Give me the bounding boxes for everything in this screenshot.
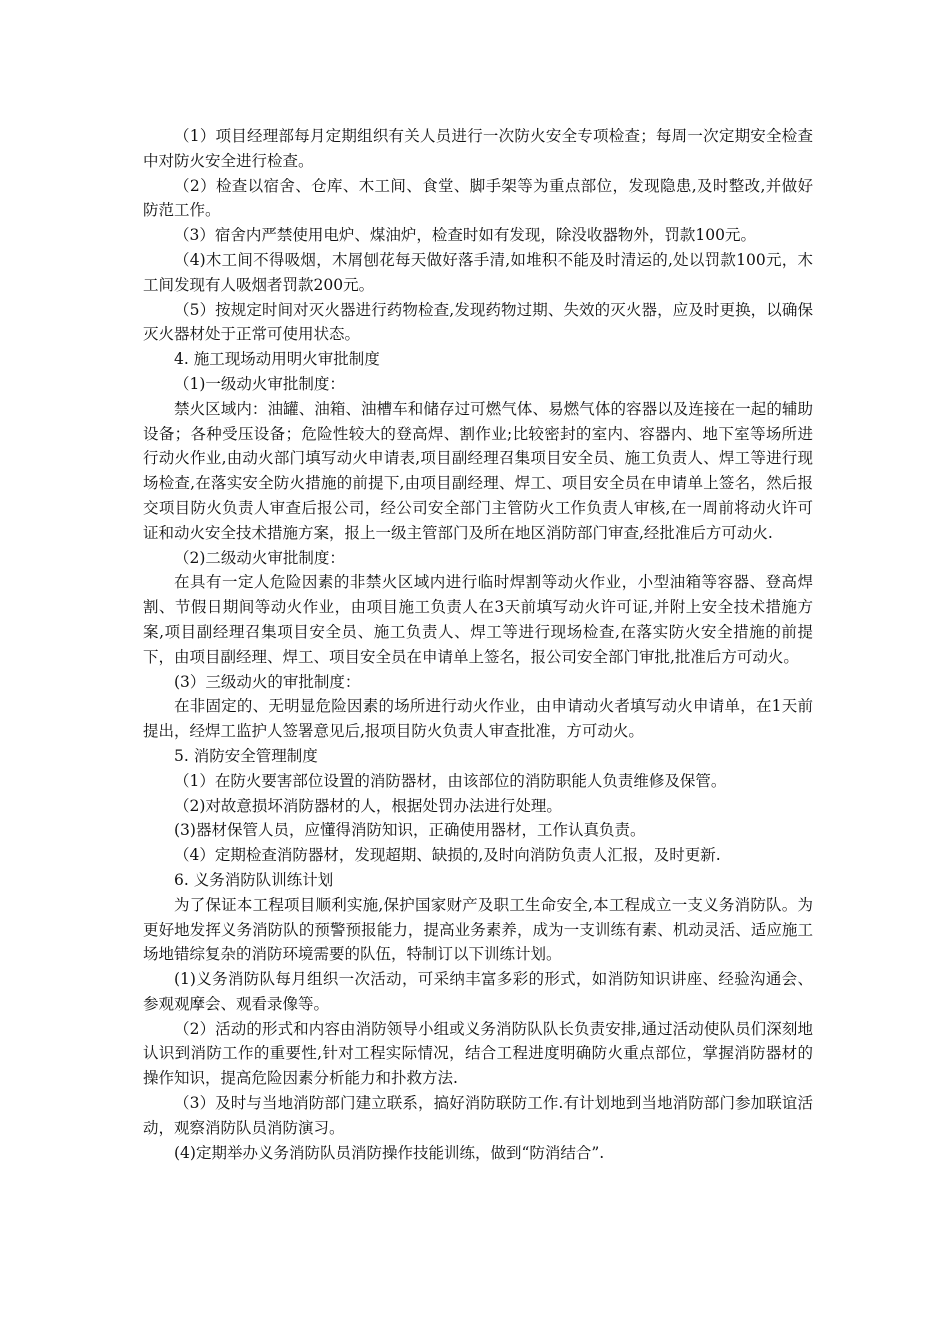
paragraph-equipment-keeper: (3)器材保管人员，应懂得消防知识，正确使用器材，工作认真负责。 <box>174 821 646 840</box>
paragraph-key-areas-check: （2）检查以宿舍、仓库、木工间、食堂、脚手架等为重点部位，发现隐患,及时整改,并做好防范工作。 <box>143 176 813 220</box>
subheading-level1-approval: （1)一级动火审批制度： <box>174 374 345 393</box>
paragraph-fire-check-monthly: （1）项目经理部每月定期组织有关人员进行一次防火安全专项检查；每周一次定期安全检查中对防火安全进行检查。 <box>143 127 813 170</box>
paragraph-periodic-inspection: （4）定期检查消防器材，发现超期、缺损的,及时向消防负责人汇报，及时更新. <box>174 846 721 865</box>
section-heading-4: 4. 施工现场动用明火审批制度 <box>174 350 380 369</box>
section-heading-6: 6. 义务消防队训练计划 <box>174 870 334 889</box>
subheading-level2-approval: （2)二级动火审批制度： <box>174 548 345 567</box>
paragraph-level3-approval: 在非固定的、无明显危险因素的场所进行动火作业，由申请动火者填写动火申请单，在1天前提出，经焊工监护人签署意见后,报项目防火负责人审查批准，方可动火。 <box>143 697 813 741</box>
paragraph-local-liaison: （3）及时与当地消防部门建立联系，搞好消防联防工作.有计划地到当地消防部门参加联谊活动，观察消防队员消防演习。 <box>143 1094 813 1137</box>
paragraph-volunteer-team-intro: 为了保证本工程项目顺利实施,保护国家财产及职工生命安全,本工程成立一支义务消防队。为更好地发挥义务消防队的预警预报能力，提高业务素养，成为一支训练有素、机动灵活、适应施工场地错综复杂的消防环境需要的队伍，特制订以下训练计划。 <box>143 895 813 964</box>
paragraph-skills-training: (4)定期举办义务消防队员消防操作技能训练，做到“防消结合”. <box>174 1143 605 1162</box>
paragraph-level2-approval: 在具有一定人危险因素的非禁火区域内进行临时焊割等动火作业，小型油箱等容器、登高焊割、节假日期间等动火作业，由项目施工负责人在3天前填写动火许可证,并附上安全技术措施方案,项目副经理召集项目安全员、施工负责人、焊工等进行现场检查,在落实防火安全措施的前提下，由项目副经理、焊工、项目安全员在申请单上签名，报公司安全部门审批,批准后方可动火。 <box>143 573 813 666</box>
paragraph-monthly-activity: (1)义务消防队每月组织一次活动，可采纳丰富多彩的形式，如消防知识讲座、经验沟通会、参观观摩会、观看录像等。 <box>143 970 813 1013</box>
document-body <box>143 124 813 1165</box>
paragraph-carpentry-smoking-ban: （4)木工间不得吸烟，木屑刨花每天做好落手清,如堆积不能及时清运的,处以罚款100元，木工间发现有人吸烟者罚款200元。 <box>143 250 813 294</box>
section-heading-5: 5. 消防安全管理制度 <box>174 746 318 765</box>
paragraph-damage-penalty: （2)对故意损坏消防器材的人，根据处罚办法进行处理。 <box>174 796 562 815</box>
paragraph-level1-approval: 禁火区域内：油罐、油箱、油槽车和储存过可燃气体、易燃气体的容器以及连接在一起的辅助设备；各种受压设备；危险性较大的登高焊、割作业;比较密封的室内、容器内、地下室等场所进行动火作业,由动火部门填写动火申请表,项目副经理召集项目安全员、施工负责人、焊工等进行现场检查,在落实安全防火措施的前提下,由项目副经理、焊工、项目安全员在申请单上签名，然后报交项目防火负责人审查后报公司，经公司安全部门主管防火工作负责人审核,在一周前将动火许可证和动火安全技术措施方案，报上一级主管部门及所在地区消防部门审查,经批准后方可动火. <box>143 399 813 542</box>
subheading-level3-approval: (3）三级动火的审批制度： <box>174 672 361 691</box>
paragraph-equipment-maintenance: （1）在防火要害部位设置的消防器材，由该部位的消防职能人负责维修及保管。 <box>174 771 727 790</box>
paragraph-extinguisher-check: （5）按规定时间对灭火器进行药物检查,发现药物过期、失效的灭火器，应及时更换，以确保灭火器材处于正常可使用状态。 <box>143 300 813 344</box>
paragraph-activity-content: （2）活动的形式和内容由消防领导小组或义务消防队队长负责安排,通过活动使队员们深刻地认识到消防工作的重要性,针对工程实际情况，结合工程进度明确防火重点部位，掌握消防器材的操作知识，提高危险因素分析能力和扑救方法. <box>143 1019 813 1088</box>
paragraph-dorm-stove-ban: （3）宿舍内严禁使用电炉、煤油炉，检查时如有发现，除没收器物外，罚款100元。 <box>174 226 756 245</box>
